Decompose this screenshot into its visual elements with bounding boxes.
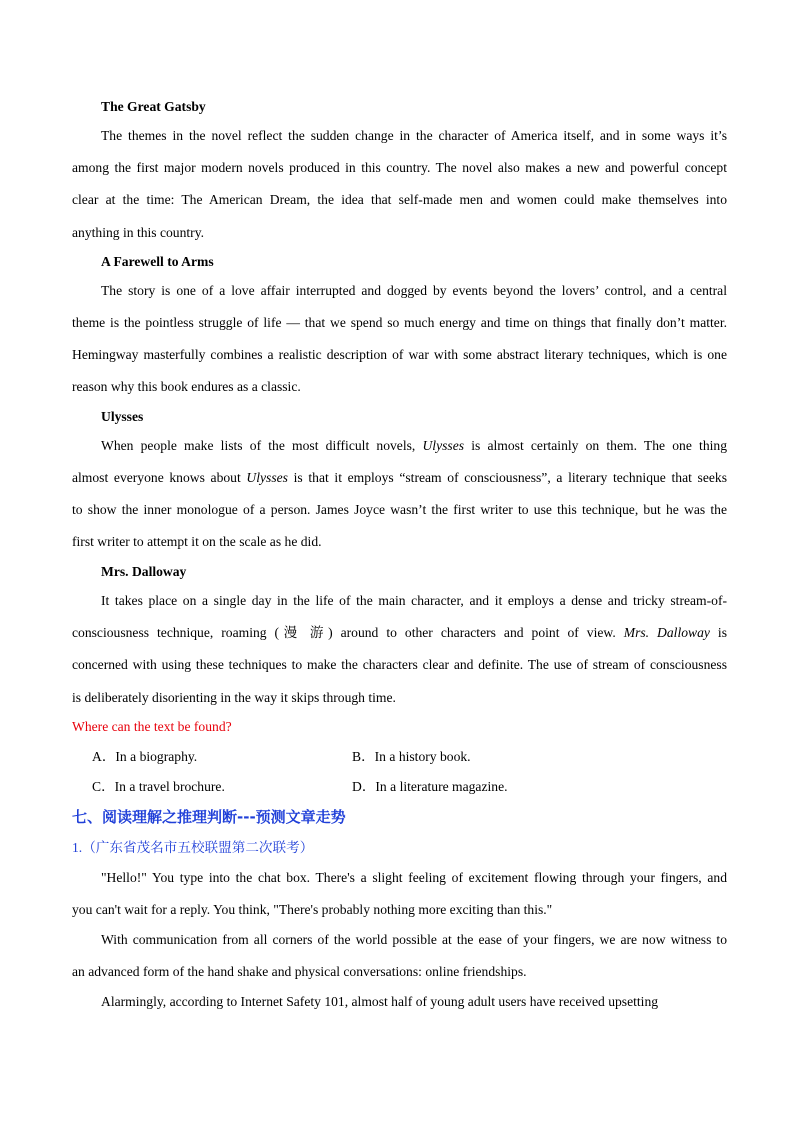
farewell-line-3: Hemingway masterfully combines a realistic description of war with some abstract literary techniques, which is one (72, 347, 727, 362)
dalloway-line-2 (72, 624, 727, 642)
passage-p2-line-2: an advanced form of the hand shake and physical conversations: online friendships. (72, 964, 527, 979)
ulysses-line-4: first writer to attempt it on the scale as he did. (72, 534, 322, 549)
ulysses-line-1-a: When people make lists of the most difficult novels, (101, 438, 416, 453)
dalloway-title-italic: Mrs. Dalloway (623, 625, 710, 640)
dalloway-line-2-a: consciousness technique, roaming (漫 游) around to other characters and point of view. (72, 625, 616, 640)
gatsby-line-4: anything in this country. (72, 225, 205, 240)
ulysses-heading: Ulysses (101, 409, 144, 424)
option-c[interactable]: C．In a travel brochure. (92, 779, 225, 794)
farewell-heading: A Farewell to Arms (101, 254, 214, 269)
dalloway-line-2-b: is (717, 625, 727, 640)
question-text: Where can the text be found? (72, 719, 232, 734)
option-b[interactable]: B．In a history book. (352, 749, 471, 764)
farewell-line-4: reason why this book endures as a classic. (72, 379, 301, 394)
ulysses-line-2-b: is that it employs “stream of consciousness”, a literary technique that seeks (293, 470, 727, 485)
farewell-line-1: The story is one of a love affair interrupted and dogged by events beyond the lovers’ control, and a central (101, 283, 727, 298)
ulysses-line-2 (72, 469, 727, 487)
section-title: 七、阅读理解之推理判断---预测文章走势 (72, 808, 346, 826)
passage-source: 1.（广东省茂名市五校联盟第二次联考） (72, 840, 314, 855)
dalloway-line-3: concerned with using these techniques to make the characters clear and definite. The use of stream of consciousness (72, 657, 727, 672)
gatsby-heading: The Great Gatsby (101, 99, 206, 114)
ulysses-line-2-a: almost everyone knows about (72, 470, 241, 485)
dalloway-line-1: It takes place on a single day in the life of the main character, and it employs a dense and tricky stream-of- (101, 593, 727, 608)
gatsby-line-2: among the first major modern novels produced in this country. The novel also makes a new and powerful concept (72, 160, 727, 175)
passage-p1-line-2: you can't wait for a reply. You think, "There's probably nothing more exciting than this." (72, 902, 553, 917)
option-d[interactable]: D．In a literature magazine. (352, 779, 508, 794)
ulysses-line-1 (101, 437, 727, 455)
ulysses-line-3: to show the inner monologue of a person. James Joyce wasn’t the first writer to use this technique, but he was the (72, 502, 727, 517)
ulysses-title-italic-2: Ulysses (246, 470, 288, 485)
passage-p2-line-1: With communication from all corners of the world possible at the ease of your fingers, we are now witness to (101, 932, 727, 947)
farewell-line-2: theme is the pointless struggle of life — that we spend so much energy and time on things that finally don’t matter. (72, 315, 727, 330)
ulysses-title-italic: Ulysses (422, 438, 465, 453)
gatsby-line-1: The themes in the novel reflect the sudden change in the character of America itself, and in some ways it’s (101, 128, 727, 143)
dalloway-heading: Mrs. Dalloway (101, 564, 187, 579)
passage-p1-line-1: "Hello!" You type into the chat box. There's a slight feeling of excitement flowing through your fingers, and (101, 870, 727, 885)
option-a[interactable]: A．In a biography. (92, 749, 198, 764)
ulysses-line-1-b: is almost certainly on them. The one thing (471, 438, 727, 453)
passage-p3-line-1: Alarmingly, according to Internet Safety 101, almost half of young adult users have received upsetting (101, 994, 659, 1009)
dalloway-line-4: is deliberately disorienting in the way it skips through time. (72, 690, 396, 705)
gatsby-line-3: clear at the time: The American Dream, the idea that self-made men and women could make themselves into (72, 192, 727, 207)
